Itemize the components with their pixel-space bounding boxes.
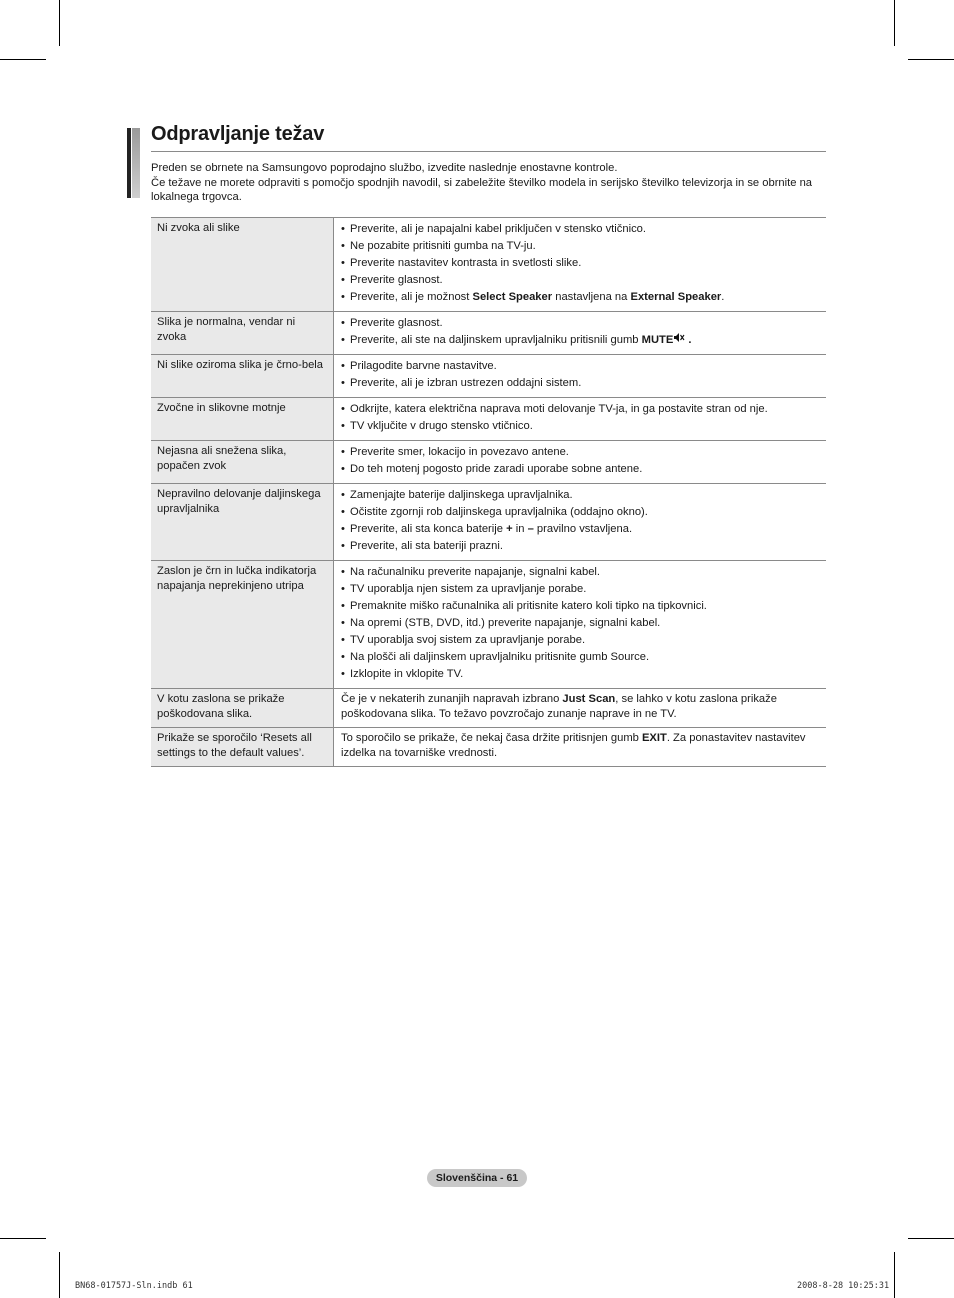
table-body	[151, 218, 826, 767]
troubleshooting-table	[151, 217, 826, 767]
solution-cell	[334, 398, 827, 441]
problem-cell: Prikaže se sporočilo ‘Resets all settings to the default values’.	[151, 728, 334, 767]
crop-mark	[0, 1238, 46, 1239]
table-row	[151, 689, 826, 728]
crop-mark	[908, 1238, 954, 1239]
list-item	[341, 444, 820, 461]
solution-cell	[334, 312, 827, 355]
table-row	[151, 484, 826, 561]
list-item	[341, 375, 820, 392]
solution-list	[341, 358, 820, 392]
table-row	[151, 728, 826, 767]
list-item	[341, 272, 820, 289]
bold-term: Just Scan	[562, 693, 616, 705]
page-title: Odpravljanje težav	[151, 123, 325, 145]
solution-paragraph	[341, 731, 820, 760]
text-segment: pravilno vstavljena.	[533, 523, 633, 535]
text-segment: Ne pozabite pritisniti gumba na TV-ju.	[350, 240, 536, 252]
crop-mark	[0, 59, 46, 60]
list-item	[341, 255, 820, 272]
solution-list	[341, 401, 820, 435]
list-item	[341, 487, 820, 504]
text-segment: Preverite, ali je izbran ustrezen oddajni sistem.	[350, 377, 582, 389]
text-segment: Na opremi (STB, DVD, itd.) preverite napajanje, signalni kabel.	[350, 617, 661, 629]
text-segment: Preverite nastavitev kontrasta in svetlosti slike.	[350, 257, 582, 269]
list-item	[341, 238, 820, 255]
text-segment: in	[512, 523, 528, 535]
list-item	[341, 289, 820, 306]
list-item	[341, 598, 820, 615]
problem-cell: Slika je normalna, vendar ni zvoka	[151, 312, 334, 355]
footer-datetime: 2008-8-28 10:25:31	[797, 1281, 890, 1291]
solution-paragraph	[341, 692, 820, 721]
list-item	[341, 666, 820, 683]
list-item	[341, 418, 820, 435]
bold-term: External Speaker	[630, 291, 722, 303]
text-segment: Preverite glasnost.	[350, 274, 443, 286]
section-marker	[127, 128, 140, 198]
text-segment: Preverite, ali sta konca baterije	[350, 523, 507, 535]
page-number-badge: Slovenščina - 61	[427, 1169, 527, 1187]
solution-cell	[334, 441, 827, 484]
solution-cell	[334, 728, 827, 767]
bold-term: MUTE	[641, 334, 674, 346]
list-item	[341, 221, 820, 238]
text-segment: Na plošči ali daljinskem upravljalniku pritisnite gumb Source.	[350, 651, 650, 663]
list-item	[341, 538, 820, 555]
bold-term: EXIT	[641, 732, 667, 744]
text-segment: Odkrijte, katera električna naprava moti delovanje TV-ja, in ga postavite stran od nje.	[350, 403, 768, 415]
bold-term: .	[685, 334, 692, 346]
list-item	[341, 615, 820, 632]
bold-term: –	[527, 523, 534, 535]
list-item	[341, 401, 820, 418]
intro-line: Preden se obrnete na Samsungovo poprodajno službo, izvedite naslednje enostavne kontrole.	[151, 162, 618, 174]
list-item	[341, 564, 820, 581]
solution-cell	[334, 689, 827, 728]
problem-cell: V kotu zaslona se prikaže poškodovana slika.	[151, 689, 334, 728]
bold-term: Select Speaker	[472, 291, 553, 303]
solution-list	[341, 564, 820, 683]
text-segment: TV uporablja svoj sistem za upravljanje porabe.	[350, 634, 586, 646]
crop-mark	[59, 0, 60, 46]
text-segment: Preverite, ali je napajalni kabel priključen v stensko vtičnico.	[350, 223, 646, 235]
table-row	[151, 398, 826, 441]
solution-cell	[334, 218, 827, 312]
table-row	[151, 561, 826, 689]
list-item	[341, 649, 820, 666]
solution-list	[341, 444, 820, 478]
list-item	[341, 315, 820, 332]
text-segment: Preverite, ali je možnost	[350, 291, 473, 303]
list-item	[341, 332, 820, 349]
text-segment: Če je v nekaterih zunanjih napravah izbrano	[341, 693, 563, 705]
solution-list	[341, 487, 820, 555]
text-segment: Preverite, ali ste na daljinskem upravljalniku pritisnili gumb	[350, 334, 642, 346]
text-segment: Izklopite in vklopite TV.	[350, 668, 464, 680]
text-segment: Prilagodite barvne nastavitve.	[350, 360, 497, 372]
solution-cell	[334, 561, 827, 689]
text-segment: Zamenjajte baterije daljinskega upravljalnika.	[350, 489, 573, 501]
text-segment: . Za ponastavitev nastavitev izdelka na tovarniške vrednosti.	[341, 732, 806, 759]
list-item	[341, 632, 820, 649]
solution-cell	[334, 484, 827, 561]
text-segment: , se lahko v kotu zaslona prikaže poškodovana slika. To težavo povzročajo zunanje naprave in ne TV.	[341, 693, 777, 720]
text-segment: Očistite zgornji rob daljinskega upravljalnika (oddajno okno).	[350, 506, 648, 518]
table-row	[151, 355, 826, 398]
title-divider	[151, 151, 826, 152]
intro-line: Če težave ne morete odpraviti s pomočjo spodnjih navodil, si zabeležite številko modela in serijsko številko televizorja in se obrnite na lokalnega trgovca.	[151, 176, 813, 203]
solution-cell	[334, 355, 827, 398]
text-segment: TV vključite v drugo stensko vtičnico.	[350, 420, 533, 432]
text-segment: Preverite glasnost.	[350, 317, 443, 329]
text-segment: Preverite, ali sta bateriji prazni.	[350, 540, 503, 552]
list-item	[341, 358, 820, 375]
mute-icon	[673, 332, 685, 349]
problem-cell: Nepravilno delovanje daljinskega upravljalnika	[151, 484, 334, 561]
text-segment: Do teh motenj pogosto pride zaradi uporabe sobne antene.	[350, 463, 643, 475]
table-row	[151, 312, 826, 355]
text-segment: To sporočilo se prikaže, če nekaj časa držite pritisnjen gumb	[341, 732, 642, 744]
problem-cell: Zvočne in slikovne motnje	[151, 398, 334, 441]
solution-list	[341, 315, 820, 349]
text-segment: .	[721, 291, 725, 303]
problem-cell: Nejasna ali snežena slika, popačen zvok	[151, 441, 334, 484]
list-item	[341, 581, 820, 598]
text-segment: TV uporablja njen sistem za upravljanje porabe.	[350, 583, 587, 595]
problem-cell: Zaslon je črn in lučka indikatorja napajanja neprekinjeno utripa	[151, 561, 334, 689]
text-segment: Na računalniku preverite napajanje, signalni kabel.	[350, 566, 601, 578]
footer-file: BN68-01757J-Sln.indb 61	[75, 1281, 193, 1291]
list-item	[341, 461, 820, 478]
bold-term: +	[506, 523, 513, 535]
crop-mark	[894, 0, 895, 46]
solution-list	[341, 221, 820, 306]
crop-mark	[894, 1252, 895, 1298]
intro-text	[151, 161, 831, 205]
crop-mark	[908, 59, 954, 60]
text-segment: Preverite smer, lokacijo in povezavo antene.	[350, 446, 569, 458]
text-segment: nastavljena na	[552, 291, 631, 303]
table-row	[151, 218, 826, 312]
crop-mark	[59, 1252, 60, 1298]
problem-cell: Ni zvoka ali slike	[151, 218, 334, 312]
list-item	[341, 521, 820, 538]
text-segment: Premaknite miško računalnika ali pritisnite katero koli tipko na tipkovnici.	[350, 600, 707, 612]
table-row	[151, 441, 826, 484]
problem-cell: Ni slike oziroma slika je črno-bela	[151, 355, 334, 398]
list-item	[341, 504, 820, 521]
